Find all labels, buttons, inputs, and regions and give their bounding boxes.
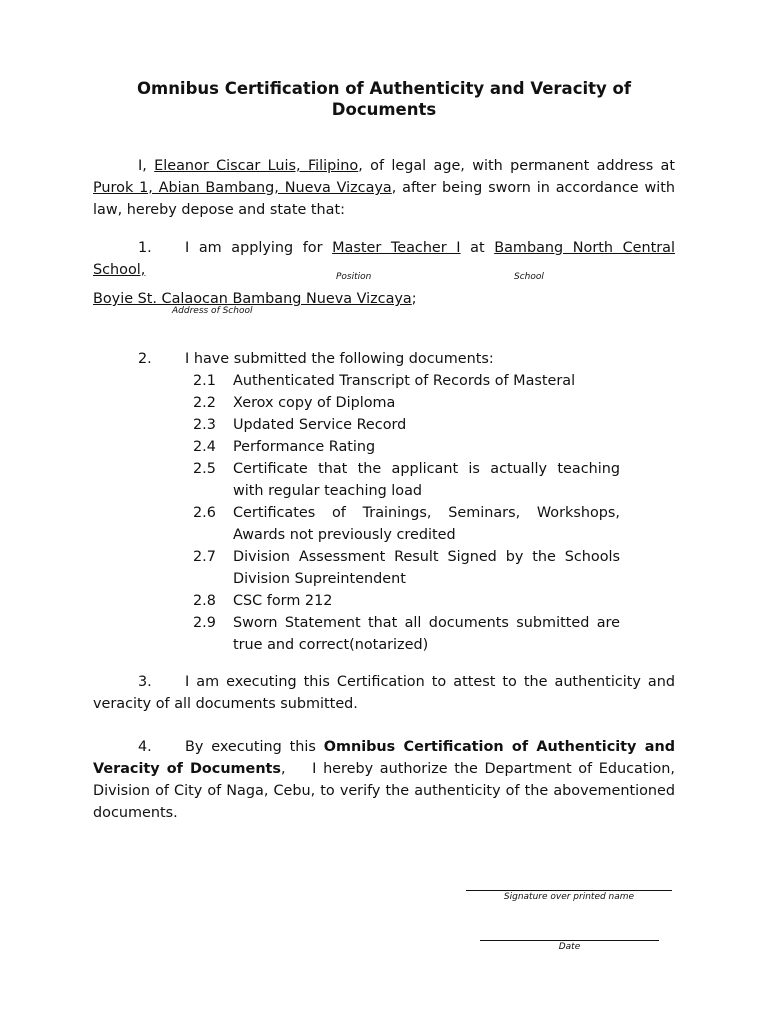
intro-pre: I, [138, 158, 155, 174]
list-item: 2.1 Authenticated Transcript of Records of Masteral [193, 373, 576, 389]
item-4-bold-title: Omnibus Certification of Authenticity and Veracity of Documents [93, 739, 675, 777]
item-1-number: 1. [138, 240, 152, 256]
item-3-number: 3. [138, 674, 152, 690]
item-4-post: , I hereby authorize the Department of Education, Division of City of Naga, Cebu, to verify the authenticity of the abovementioned documents. [93, 761, 680, 821]
documents-list [193, 370, 620, 656]
item-2-text: I have submitted the following documents: [185, 351, 494, 367]
list-item: 2.8 CSC form 212 [193, 593, 333, 609]
item-2-number: 2. [138, 351, 152, 367]
list-item: 2.4 Performance Rating [193, 439, 376, 455]
intro-paragraph [93, 155, 675, 221]
item-3-text: I am executing this Certification to attest to the authenticity and veracity of all documents submitted. [93, 674, 675, 712]
document-title: Omnibus Certification of Authenticity and Veracity of Documents [136, 79, 632, 119]
date-line [480, 940, 659, 941]
list-item: 2.3 Updated Service Record [193, 417, 407, 433]
item-4-number: 4. [138, 739, 152, 755]
list-item: 2.6 Certificates of Trainings, Seminars, Workshops, Awards not previously credited [193, 505, 620, 543]
position-caption: Position [336, 272, 372, 282]
signature-line [466, 890, 672, 891]
school-caption: School [514, 272, 544, 282]
affiant-name: Eleanor Ciscar Luis, Filipino [154, 158, 359, 174]
intro-post: , after being sworn in accordance with law, hereby depose and state that: [93, 180, 675, 218]
intro-mid: , of legal age, with permanent address at [358, 158, 675, 174]
signature-caption: Signature over printed name [503, 892, 635, 902]
list-item: 2.9 Sworn Statement that all documents submitted are true and correct(notarized) [193, 615, 620, 653]
list-item: 2.7 Division Assessment Result Signed by the Schools Division Supreintendent [193, 549, 620, 587]
date-caption: Date [558, 942, 581, 952]
item-4-pre: By executing this [185, 739, 324, 755]
address-caption: Address of School [172, 306, 253, 316]
list-item: 2.2 Xerox copy of Diploma [193, 395, 396, 411]
affiant-address: Purok 1, Abian Bambang, Nueva Vizcaya [93, 180, 392, 196]
school-address: Boyie St. Calaocan Bambang Nueva Vizcaya [93, 291, 412, 307]
applied-school: Bambang North Central School, [93, 240, 676, 278]
item-1-pre: I am applying for [185, 240, 333, 256]
item-2-paragraph [93, 348, 675, 370]
applied-position: Master Teacher I [332, 240, 461, 256]
list-item: 2.5 Certificate that the applicant is actually teaching with regular teaching load [193, 461, 620, 499]
item-4-paragraph [93, 736, 680, 824]
item-1-at: at [460, 240, 495, 256]
school-address-end: ; [411, 291, 417, 307]
item-3-paragraph [93, 671, 675, 715]
item-1-paragraph [93, 237, 675, 281]
